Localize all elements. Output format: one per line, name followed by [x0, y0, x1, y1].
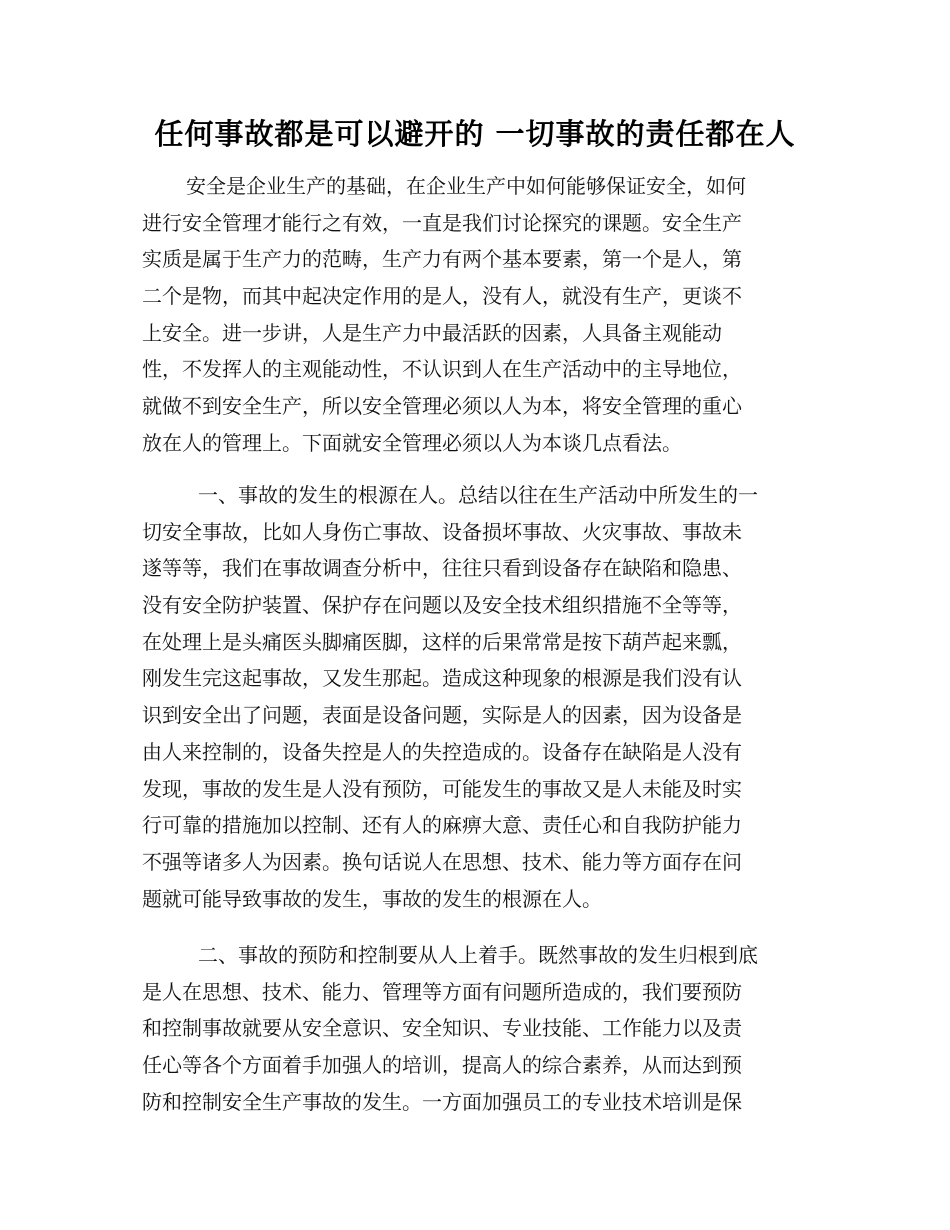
text-line: 发现，事故的发生是人没有预防，可能发生的事故又是人未能及时实: [142, 776, 742, 801]
text-line: 由人来控制的，设备失控是人的失控造成的。设备存在缺陷是人没有: [142, 739, 742, 764]
text-line: 是人在思想、技术、能力、管理等方面有问题所造成的，我们要预防: [142, 979, 742, 1004]
text-line: 题就可能导致事故的发生，事故的发生的根源在人。: [142, 886, 602, 911]
text-line: 安全是企业生产的基础，在企业生产中如何能够保证安全，如何: [186, 174, 746, 198]
text-line: 二、事故的预防和控制要从人上着手。既然事故的发生归根到底: [198, 943, 758, 967]
text-line: 在处理上是头痛医头脚痛医脚，这样的后果常常是按下葫芦起来瓢，: [142, 629, 742, 654]
text-line: 任心等各个方面着手加强人的培训，提高人的综合素养，从而达到预: [142, 1053, 742, 1078]
text-line: 不强等诸多人为因素。换句话说人在思想、技术、能力等方面存在问: [142, 849, 742, 874]
text-line: 二个是物，而其中起决定作用的是人，没有人，就没有生产，更谈不: [142, 284, 742, 309]
text-line: 防和控制安全生产事故的发生。一方面加强员工的专业技术培训是保: [142, 1089, 742, 1114]
text-line: 没有安全防护装置、保护存在问题以及安全技术组织措施不全等等，: [142, 593, 742, 618]
paragraph-section-1: [142, 477, 822, 917]
text-line: 就做不到安全生产，所以安全管理必须以人为本，将安全管理的重心: [142, 394, 742, 419]
text-line: 性，不发挥人的主观能动性，不认识到人在生产活动中的主导地位，: [142, 357, 742, 382]
text-line: 行可靠的措施加以控制、还有人的麻痹大意、责任心和自我防护能力: [142, 813, 742, 838]
text-line: 遂等等，我们在事故调查分析中，往往只看到设备存在缺陷和隐患、: [142, 556, 742, 581]
text-line: 进行安全管理才能行之有效，一直是我们讨论探究的课题。安全生产: [142, 210, 742, 235]
text-line: 和控制事故就要从安全意识、安全知识、专业技能、工作能力以及责: [142, 1016, 742, 1041]
paragraph-intro: [142, 168, 822, 462]
paragraph-section-2: [142, 937, 822, 1120]
text-line: 切安全事故，比如人身伤亡事故、设备损坏事故、火灾事故、事故未: [142, 519, 742, 544]
text-line: 实质是属于生产力的范畴，生产力有两个基本要素，第一个是人，第: [142, 247, 742, 272]
text-line: 上安全。进一步讲，人是生产力中最活跃的因素，人具备主观能动: [142, 320, 722, 345]
text-line: 识到安全出了问题，表面是设备问题，实际是人的因素，因为设备是: [142, 703, 742, 728]
text-line: 一、事故的发生的根源在人。总结以往在生产活动中所发生的一: [198, 483, 758, 507]
text-line: 刚发生完这起事故，又发生那起。造成这种现象的根源是我们没有认: [142, 666, 742, 691]
document-title: 任何事故都是可以避开的 一切事故的责任都在人: [154, 117, 796, 151]
text-line: 放在人的管理上。下面就安全管理必须以人为本谈几点看法。: [142, 430, 682, 455]
